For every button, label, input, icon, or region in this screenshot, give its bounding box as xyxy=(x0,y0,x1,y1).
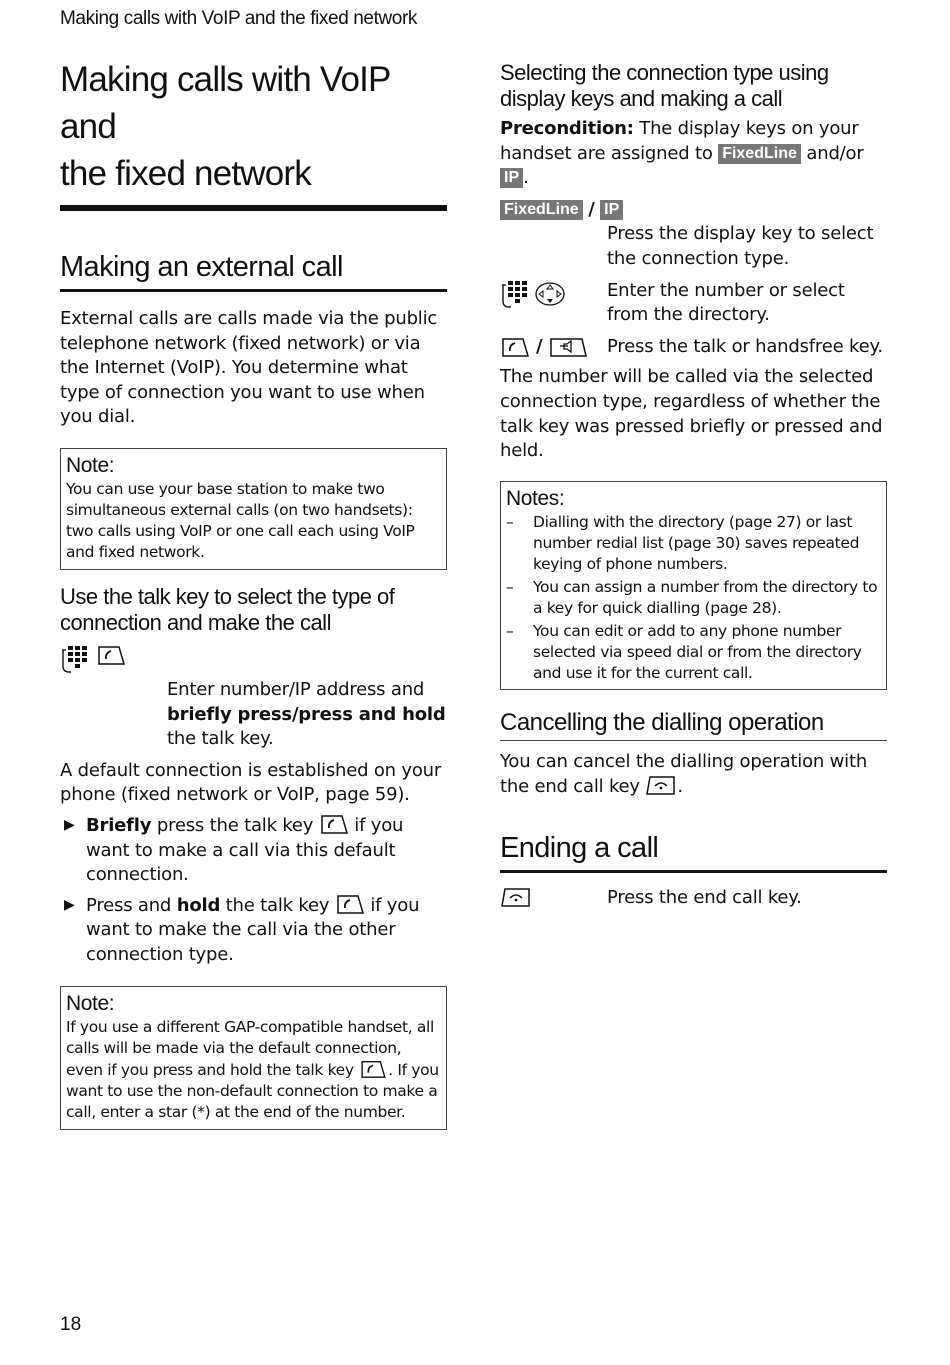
end-call-key-icon xyxy=(500,886,532,908)
subsection-heading-cancel: Cancelling the dialling operation xyxy=(500,708,824,736)
note-title: Note: xyxy=(66,453,115,477)
cancel-paragraph: You can cancel the dialling operation with the end call key . xyxy=(500,750,868,798)
subsection-rule xyxy=(500,740,887,741)
display-key-step-keys: FixedLine / IP xyxy=(500,198,887,223)
note-box-gap-handset xyxy=(60,986,447,1130)
note-title: Note: xyxy=(66,991,115,1015)
subsection-heading-talk-key: Use the talk key to select the type of connection and make the call xyxy=(60,583,395,635)
note-item: – Dialling with the directory (page 27) or last number redial list (page 30) saves repeated keying of phone numbers. xyxy=(506,512,860,573)
page-number: 18 xyxy=(60,1314,82,1335)
enter-number-step: Enter the number or select from the directory. xyxy=(500,279,887,328)
talk-handsfree-step: / Press the talk or handsfree key. xyxy=(500,335,887,360)
keypad-icon xyxy=(60,644,88,674)
section-heading-external-call: Making an external call xyxy=(60,251,343,283)
end-call-key-icon xyxy=(645,774,677,796)
fixedline-display-key: FixedLine xyxy=(718,144,801,164)
note-box-simultaneous-calls xyxy=(60,448,447,570)
left-column xyxy=(60,56,447,1130)
end-call-step: Press the end call key. xyxy=(500,886,887,911)
notes-box-dialling xyxy=(500,481,887,690)
fixedline-display-key: FixedLine xyxy=(500,200,583,220)
title-rule xyxy=(60,205,447,211)
talk-key-icon xyxy=(358,1059,388,1079)
right-column xyxy=(500,60,887,911)
section-rule xyxy=(500,870,887,873)
subsection-heading-display-keys: Selecting the connection type using display keys and making a call xyxy=(500,60,829,111)
note-item: – You can edit or add to any phone number selected via speed dial or from the directory and use it for the current call. xyxy=(506,621,862,682)
note-item: – You can assign a number from the directory to a key for quick dialling (page 28). xyxy=(506,577,878,617)
bullet-arrow-icon: ▶ xyxy=(64,896,75,913)
section-rule xyxy=(60,289,447,292)
talk-key-icon xyxy=(96,644,126,674)
chapter-title: Making calls with VoIP and the fixed network xyxy=(60,60,390,193)
note-text: If you use a different GAP-compatible handset, all calls will be made via the default connection, even if you press and hold the talk key . If you want to use the non-default connection to make a call, enter a star (*) at the end of the number. xyxy=(66,1017,439,1121)
keypad-icon xyxy=(500,279,528,309)
talk-key-icon xyxy=(319,813,349,835)
display-key-step-text: Press the display key to select the connection type. xyxy=(607,223,874,269)
section-heading-ending-call: Ending a call xyxy=(500,831,659,864)
notes-title: Notes: xyxy=(506,486,565,510)
note-text: You can use your base station to make two simultaneous external calls (on two handsets): two calls using VoIP or one call each using VoIP and fixed network. xyxy=(66,479,415,561)
handsfree-key-icon xyxy=(548,336,588,358)
ip-display-key: IP xyxy=(600,200,623,220)
talk-key-icon xyxy=(335,893,365,915)
bullet-arrow-icon: ▶ xyxy=(64,816,75,833)
control-key-icon xyxy=(534,281,566,307)
running-header: Making calls with VoIP and the fixed network xyxy=(60,8,417,29)
step-keys-row xyxy=(60,644,447,674)
talk-key-icon xyxy=(500,336,530,358)
precondition-paragraph: Precondition: The display keys on your handset are assigned to FixedLine and/or IP . xyxy=(500,118,864,189)
default-connection-paragraph: A default connection is established on your phone (fixed network or VoIP, page 59). xyxy=(60,759,442,806)
connection-type-paragraph: The number will be called via the selected connection type, regardless of whether the talk key was pressed briefly or pressed and held. xyxy=(500,366,883,462)
bullet-briefly: ▶ Briefly press the talk key if you want to make a call via this default connection. xyxy=(60,813,447,888)
bullet-hold: ▶ Press and hold the talk key if you want to make the call via the other connection type. xyxy=(60,893,447,968)
ip-display-key: IP xyxy=(500,168,523,188)
external-call-paragraph: External calls are calls made via the public telephone network (fixed network) or via the Internet (VoIP). You determine what type of connection you want to use when you dial. xyxy=(60,308,438,428)
step-talk-key-text: Enter number/IP address and briefly press/press and hold the talk key. xyxy=(167,678,446,750)
